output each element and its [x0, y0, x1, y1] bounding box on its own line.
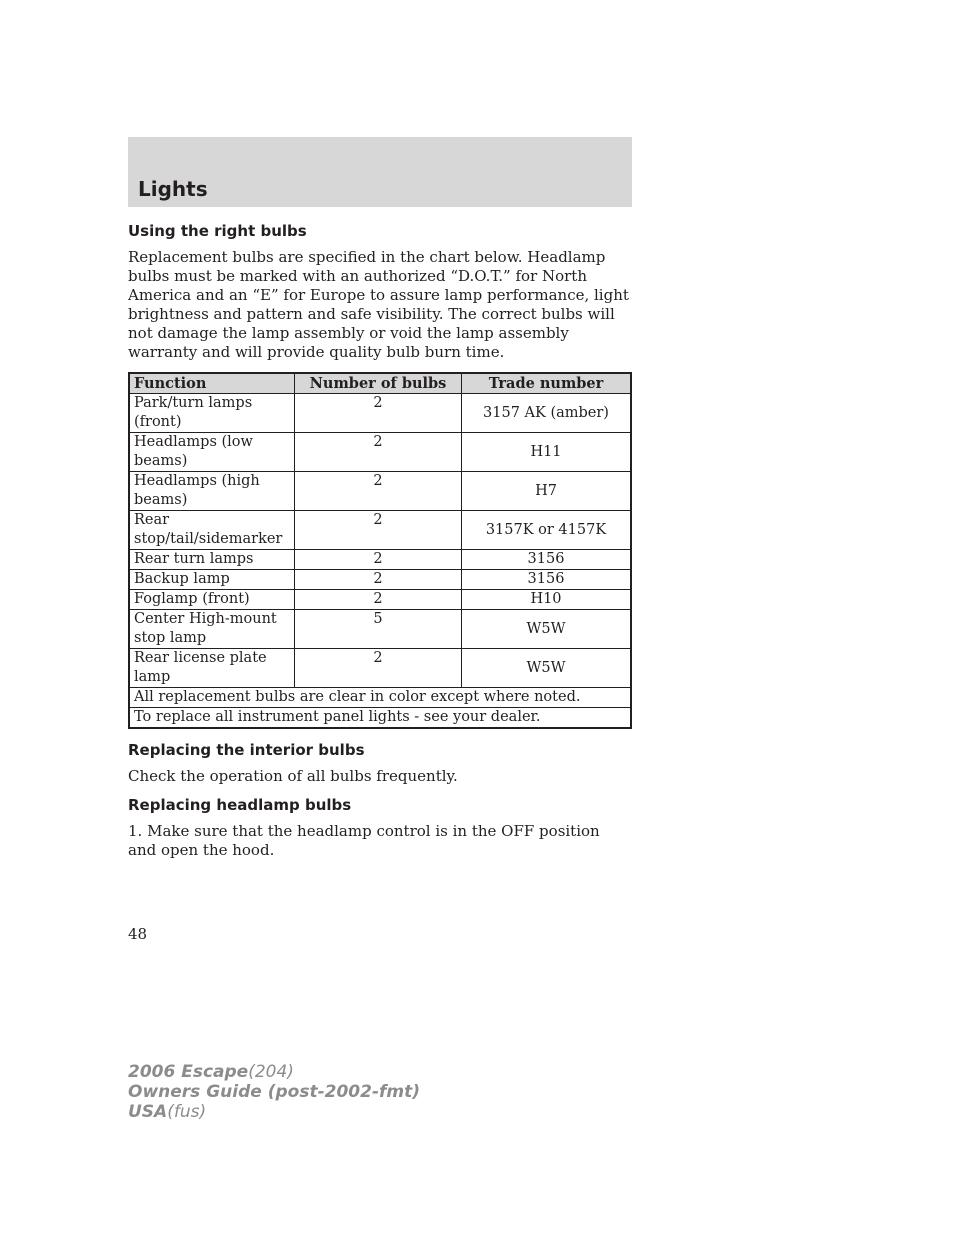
page-content — [128, 222, 632, 870]
function-cell: Rear turn lamps — [129, 550, 295, 570]
table-row — [129, 590, 631, 610]
bulbs-intro-text: Replacement bulbs are specified in the chart below. Headlamp bulbs must be marked with an authorized “D.O.T.” for North America and an “E” for Europe to assure lamp performance, light brightness and pattern and safe visibility. The correct bulbs will not damage the lamp assembly or void the lamp assembly warranty and will provide quality bulb burn time. — [128, 248, 629, 361]
table-note: All replacement bulbs are clear in color except where noted. — [129, 688, 631, 708]
table-header-row — [129, 373, 631, 394]
headlamp-step-1: 1. Make sure that the headlamp control is in the OFF position and open the hood. — [128, 822, 600, 859]
function-cell: Foglamp (front) — [129, 590, 295, 610]
count-cell: 5 — [295, 610, 462, 649]
interior-bulbs-text: Check the operation of all bulbs frequently. — [128, 767, 458, 785]
footer-guide: Owners Guide (post-2002-fmt) — [128, 1082, 421, 1102]
table-note: To replace all instrument panel lights - see your dealer. — [129, 708, 631, 729]
table-row — [129, 550, 631, 570]
table-row — [129, 511, 631, 550]
bulb-chart-table — [128, 372, 632, 729]
section-header — [128, 137, 632, 207]
table-row — [129, 472, 631, 511]
trade-cell: 3156 — [462, 550, 632, 570]
bulbs-heading: Using the right bulbs — [128, 222, 307, 240]
trade-cell: H10 — [462, 590, 632, 610]
table-note-row — [129, 688, 631, 708]
count-cell: 2 — [295, 472, 462, 511]
header-function: Function — [129, 373, 295, 394]
function-cell: Headlamps (high beams) — [129, 472, 295, 511]
trade-cell: H7 — [462, 472, 632, 511]
table-note-row — [129, 708, 631, 729]
function-cell: Center High-mount stop lamp — [129, 610, 295, 649]
headlamp-bulbs-heading: Replacing headlamp bulbs — [128, 796, 352, 814]
table-row — [129, 570, 631, 590]
count-cell: 2 — [295, 570, 462, 590]
function-cell: Headlamps (low beams) — [129, 433, 295, 472]
footer-market-code: (fus) — [167, 1102, 207, 1122]
footer-market: USA — [128, 1102, 168, 1122]
function-cell: Rear stop/tail/sidemarker — [129, 511, 295, 550]
footer-line-model — [128, 1062, 420, 1082]
function-cell: Backup lamp — [129, 570, 295, 590]
header-number-of-bulbs: Number of bulbs — [295, 373, 462, 394]
trade-cell: 3157 AK (amber) — [462, 394, 632, 433]
function-cell: Rear license plate lamp — [129, 649, 295, 688]
section-title: Lights — [138, 177, 208, 201]
table-row — [129, 649, 631, 688]
table-row — [129, 610, 631, 649]
count-cell: 2 — [295, 433, 462, 472]
trade-cell: H11 — [462, 433, 632, 472]
trade-cell: 3157K or 4157K — [462, 511, 632, 550]
table-row — [129, 433, 631, 472]
function-cell: Park/turn lamps (front) — [129, 394, 295, 433]
trade-cell: W5W — [462, 610, 632, 649]
count-cell: 2 — [295, 649, 462, 688]
interior-bulbs-heading: Replacing the interior bulbs — [128, 741, 365, 759]
footer-line-market — [128, 1102, 420, 1122]
footer-model-code: (204) — [248, 1062, 294, 1082]
count-cell: 2 — [295, 590, 462, 610]
document-footer — [128, 1062, 420, 1122]
trade-cell: 3156 — [462, 570, 632, 590]
count-cell: 2 — [295, 394, 462, 433]
header-trade-number: Trade number — [462, 373, 632, 394]
count-cell: 2 — [295, 511, 462, 550]
trade-cell: W5W — [462, 649, 632, 688]
footer-model: 2006 Escape — [128, 1062, 249, 1082]
page-number: 48 — [128, 925, 148, 943]
table-row — [129, 394, 631, 433]
count-cell: 2 — [295, 550, 462, 570]
